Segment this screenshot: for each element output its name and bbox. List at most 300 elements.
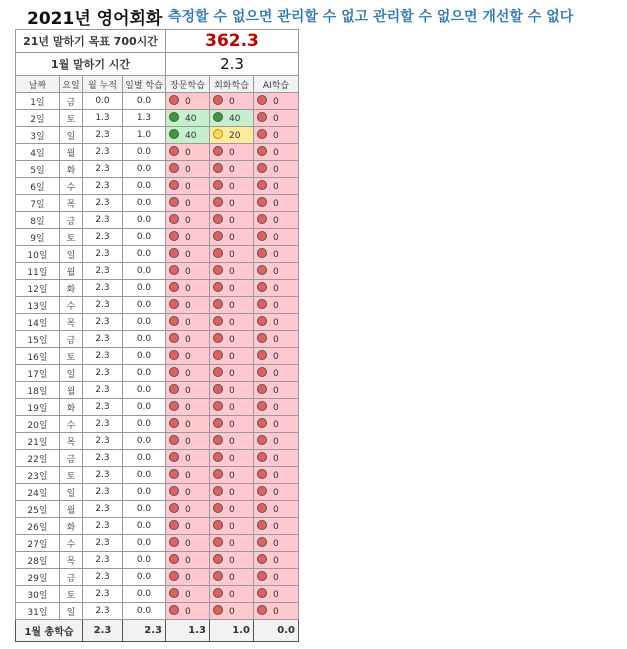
cell-daily[interactable]: 0.0 (123, 297, 166, 314)
cell-long-study[interactable] (166, 263, 210, 280)
cell-ai-study[interactable] (254, 348, 299, 365)
status-circle-icon (169, 129, 179, 139)
cell-long-study[interactable] (166, 314, 210, 331)
cell-cumulative[interactable]: 2.3 (83, 535, 123, 552)
cell-cumulative[interactable]: 2.3 (83, 127, 123, 144)
cell-value: 40 (229, 114, 241, 124)
cell-daily[interactable]: 0.0 (123, 331, 166, 348)
cell-ai-study[interactable] (254, 450, 299, 467)
cell-date[interactable]: 3일 (16, 127, 60, 144)
cell-cumulative[interactable]: 1.3 (83, 110, 123, 127)
status-circle-icon (169, 605, 179, 615)
month-label: 1월 말하기 시간 (16, 53, 166, 76)
slogan: 측정할 수 없으면 관리할 수 없고 관리할 수 없으면 개선할 수 없다 (168, 9, 574, 25)
cell-long-study[interactable] (166, 195, 210, 212)
cell-ai-study[interactable] (254, 535, 299, 552)
cell-weekday[interactable]: 목 (60, 195, 83, 212)
table-row (16, 229, 299, 246)
month-value[interactable]: 2.3 (166, 53, 299, 76)
status-circle-icon (213, 180, 223, 190)
cell-ai-study[interactable] (254, 93, 299, 110)
cell-ai-study[interactable] (254, 195, 299, 212)
cell-ai-study[interactable] (254, 586, 299, 603)
cell-ai-study[interactable] (254, 467, 299, 484)
cell-long-study[interactable] (166, 484, 210, 501)
cell-date[interactable]: 22일 (16, 450, 60, 467)
total-daily[interactable]: 2.3 (123, 620, 166, 642)
cell-conversation-study[interactable] (210, 484, 254, 501)
cell-date[interactable]: 9일 (16, 229, 60, 246)
cell-cumulative[interactable]: 2.3 (83, 161, 123, 178)
cell-conversation-study[interactable] (210, 518, 254, 535)
cell-cumulative[interactable]: 2.3 (83, 467, 123, 484)
cell-conversation-study[interactable] (210, 144, 254, 161)
status-circle-icon (213, 469, 223, 479)
status-circle-icon (257, 95, 267, 105)
cell-conversation-study[interactable] (210, 348, 254, 365)
cell-weekday[interactable]: 토 (60, 467, 83, 484)
status-circle-icon (169, 571, 179, 581)
cell-date[interactable]: 4일 (16, 144, 60, 161)
cell-conversation-study[interactable] (210, 263, 254, 280)
status-circle-icon (257, 605, 267, 615)
cell-ai-study[interactable] (254, 246, 299, 263)
cell-cumulative[interactable]: 2.3 (83, 433, 123, 450)
status-circle-icon (213, 435, 223, 445)
cell-cumulative[interactable]: 2.3 (83, 450, 123, 467)
cell-ai-study[interactable] (254, 382, 299, 399)
cell-cumulative[interactable]: 2.3 (83, 331, 123, 348)
cell-date[interactable]: 20일 (16, 416, 60, 433)
cell-date[interactable]: 27일 (16, 535, 60, 552)
cell-long-study[interactable] (166, 246, 210, 263)
cell-ai-study[interactable] (254, 212, 299, 229)
cell-conversation-study[interactable] (210, 399, 254, 416)
status-circle-icon (213, 316, 223, 326)
table-row (16, 552, 299, 569)
table-row (16, 110, 299, 127)
cell-daily[interactable]: 0.0 (123, 399, 166, 416)
cell-value: 0 (229, 420, 235, 430)
cell-long-study[interactable] (166, 450, 210, 467)
status-circle-icon (213, 265, 223, 275)
cell-weekday[interactable]: 화 (60, 399, 83, 416)
cell-ai-study[interactable] (254, 314, 299, 331)
cell-conversation-study[interactable] (210, 535, 254, 552)
cell-value: 0 (273, 522, 279, 532)
status-circle-icon (169, 214, 179, 224)
cell-ai-study[interactable] (254, 331, 299, 348)
cell-conversation-study[interactable] (210, 297, 254, 314)
table-row (16, 365, 299, 382)
status-circle-icon (169, 333, 179, 343)
cell-weekday[interactable]: 일 (60, 484, 83, 501)
cell-long-study[interactable] (166, 297, 210, 314)
cell-date[interactable]: 14일 (16, 314, 60, 331)
cell-weekday[interactable]: 월 (60, 382, 83, 399)
cell-daily[interactable]: 0.0 (123, 569, 166, 586)
cell-long-study[interactable] (166, 280, 210, 297)
status-circle-icon (213, 282, 223, 292)
cell-cumulative[interactable]: 2.3 (83, 348, 123, 365)
cell-long-study[interactable] (166, 552, 210, 569)
cell-value: 0 (185, 97, 191, 107)
cell-ai-study[interactable] (254, 433, 299, 450)
cell-weekday[interactable]: 수 (60, 535, 83, 552)
cell-weekday[interactable]: 목 (60, 314, 83, 331)
status-circle-icon (169, 554, 179, 564)
status-circle-icon (257, 469, 267, 479)
cell-daily[interactable]: 0.0 (123, 144, 166, 161)
cell-long-study[interactable] (166, 144, 210, 161)
cell-value: 0 (229, 250, 235, 260)
cell-date[interactable]: 24일 (16, 484, 60, 501)
cell-cumulative[interactable]: 2.3 (83, 569, 123, 586)
cell-daily[interactable]: 0.0 (123, 484, 166, 501)
table-row (16, 263, 299, 280)
cell-date[interactable]: 19일 (16, 399, 60, 416)
cell-date[interactable]: 10일 (16, 246, 60, 263)
cell-ai-study[interactable] (254, 110, 299, 127)
status-circle-icon (213, 112, 223, 122)
total-cumulative[interactable]: 2.3 (83, 620, 123, 642)
cell-value: 0 (229, 318, 235, 328)
table-row (16, 93, 299, 110)
status-circle-icon (257, 571, 267, 581)
cell-date[interactable]: 25일 (16, 501, 60, 518)
cell-cumulative[interactable]: 2.3 (83, 297, 123, 314)
cell-date[interactable]: 29일 (16, 569, 60, 586)
cell-ai-study[interactable] (254, 280, 299, 297)
cell-weekday[interactable]: 일 (60, 246, 83, 263)
cell-weekday[interactable]: 금 (60, 93, 83, 110)
cell-cumulative[interactable]: 2.3 (83, 416, 123, 433)
cell-cumulative[interactable]: 2.3 (83, 280, 123, 297)
cell-cumulative[interactable]: 2.3 (83, 484, 123, 501)
cell-weekday[interactable]: 금 (60, 331, 83, 348)
cell-date[interactable]: 5일 (16, 161, 60, 178)
cell-date[interactable]: 17일 (16, 365, 60, 382)
cell-value: 0 (273, 301, 279, 311)
cell-ai-study[interactable] (254, 399, 299, 416)
cell-daily[interactable]: 0.0 (123, 518, 166, 535)
cell-cumulative[interactable]: 2.3 (83, 246, 123, 263)
cell-conversation-study[interactable] (210, 93, 254, 110)
cell-long-study[interactable] (166, 603, 210, 620)
cell-value: 0 (229, 284, 235, 294)
cell-long-study[interactable] (166, 416, 210, 433)
table-row (16, 484, 299, 501)
cell-ai-study[interactable] (254, 569, 299, 586)
cell-conversation-study[interactable] (210, 467, 254, 484)
cell-value: 0 (273, 454, 279, 464)
cell-weekday[interactable]: 일 (60, 127, 83, 144)
cell-long-study[interactable] (166, 569, 210, 586)
cell-long-study[interactable] (166, 365, 210, 382)
total-long-study[interactable]: 1.3 (166, 620, 210, 642)
cell-daily[interactable]: 0.0 (123, 433, 166, 450)
cell-cumulative[interactable]: 2.3 (83, 399, 123, 416)
cell-long-study[interactable] (166, 212, 210, 229)
cell-conversation-study[interactable] (210, 246, 254, 263)
cell-long-study[interactable] (166, 467, 210, 484)
cell-cumulative[interactable]: 2.3 (83, 603, 123, 620)
header-conversation: 회화학습 (210, 76, 254, 93)
cell-daily[interactable]: 0.0 (123, 450, 166, 467)
cell-daily[interactable]: 0.0 (123, 212, 166, 229)
cell-cumulative[interactable]: 2.3 (83, 365, 123, 382)
cell-long-study[interactable] (166, 518, 210, 535)
status-circle-icon (257, 554, 267, 564)
cell-weekday[interactable]: 월 (60, 263, 83, 280)
cell-cumulative[interactable]: 0.0 (83, 93, 123, 110)
cell-ai-study[interactable] (254, 518, 299, 535)
cell-cumulative[interactable]: 2.3 (83, 552, 123, 569)
cell-weekday[interactable]: 금 (60, 450, 83, 467)
cell-cumulative[interactable]: 2.3 (83, 382, 123, 399)
cell-weekday[interactable]: 목 (60, 552, 83, 569)
cell-daily[interactable]: 0.0 (123, 501, 166, 518)
table-row (16, 161, 299, 178)
cell-conversation-study[interactable] (210, 603, 254, 620)
cell-value: 0 (185, 165, 191, 175)
cell-long-study[interactable] (166, 161, 210, 178)
cell-conversation-study[interactable] (210, 212, 254, 229)
cell-conversation-study[interactable] (210, 382, 254, 399)
header-daily: 일별 학습 (123, 76, 166, 93)
status-circle-icon (169, 588, 179, 598)
cell-long-study[interactable] (166, 178, 210, 195)
status-circle-icon (257, 503, 267, 513)
cell-daily[interactable]: 0.0 (123, 467, 166, 484)
cell-date[interactable]: 31일 (16, 603, 60, 620)
cell-ai-study[interactable] (254, 263, 299, 280)
table-row (16, 569, 299, 586)
cell-conversation-study[interactable] (210, 314, 254, 331)
cell-weekday[interactable]: 월 (60, 501, 83, 518)
cell-date[interactable]: 15일 (16, 331, 60, 348)
cell-weekday[interactable]: 토 (60, 110, 83, 127)
cell-long-study[interactable] (166, 501, 210, 518)
cell-date[interactable]: 18일 (16, 382, 60, 399)
table-row (16, 178, 299, 195)
cell-weekday[interactable]: 일 (60, 365, 83, 382)
cell-weekday[interactable]: 토 (60, 586, 83, 603)
cell-date[interactable]: 11일 (16, 263, 60, 280)
cell-value: 0 (229, 233, 235, 243)
cell-date[interactable]: 21일 (16, 433, 60, 450)
cell-date[interactable]: 28일 (16, 552, 60, 569)
cell-daily[interactable]: 0.0 (123, 195, 166, 212)
cell-value: 0 (185, 369, 191, 379)
cell-long-study[interactable] (166, 382, 210, 399)
status-circle-icon (169, 248, 179, 258)
cell-ai-study[interactable] (254, 144, 299, 161)
cell-conversation-study[interactable] (210, 178, 254, 195)
cell-weekday[interactable]: 월 (60, 144, 83, 161)
cell-daily[interactable]: 0.0 (123, 246, 166, 263)
cell-conversation-study[interactable] (210, 552, 254, 569)
cell-value: 0 (273, 403, 279, 413)
cell-value: 0 (273, 539, 279, 549)
cell-long-study[interactable] (166, 127, 210, 144)
cell-weekday[interactable]: 일 (60, 603, 83, 620)
cell-weekday[interactable]: 토 (60, 348, 83, 365)
cell-weekday[interactable]: 금 (60, 212, 83, 229)
cell-cumulative[interactable]: 2.3 (83, 586, 123, 603)
cell-conversation-study[interactable] (210, 365, 254, 382)
cell-cumulative[interactable]: 2.3 (83, 144, 123, 161)
cell-daily[interactable]: 0.0 (123, 552, 166, 569)
cell-ai-study[interactable] (254, 501, 299, 518)
cell-ai-study[interactable] (254, 178, 299, 195)
cell-cumulative[interactable]: 2.3 (83, 518, 123, 535)
cell-ai-study[interactable] (254, 365, 299, 382)
cell-ai-study[interactable] (254, 297, 299, 314)
status-circle-icon (169, 350, 179, 360)
cell-date[interactable]: 30일 (16, 586, 60, 603)
cell-long-study[interactable] (166, 399, 210, 416)
status-circle-icon (257, 146, 267, 156)
cell-long-study[interactable] (166, 586, 210, 603)
cell-long-study[interactable] (166, 348, 210, 365)
cell-value: 0 (185, 352, 191, 362)
status-circle-icon (257, 588, 267, 598)
status-circle-icon (213, 605, 223, 615)
goal-value[interactable]: 362.3 (166, 30, 299, 53)
cell-ai-study[interactable] (254, 416, 299, 433)
cell-cumulative[interactable]: 2.3 (83, 178, 123, 195)
cell-cumulative[interactable]: 2.3 (83, 501, 123, 518)
cell-conversation-study[interactable] (210, 501, 254, 518)
cell-daily[interactable]: 0.0 (123, 229, 166, 246)
cell-daily[interactable]: 0.0 (123, 93, 166, 110)
cell-conversation-study[interactable] (210, 280, 254, 297)
cell-weekday[interactable]: 화 (60, 280, 83, 297)
cell-daily[interactable]: 0.0 (123, 586, 166, 603)
cell-date[interactable]: 8일 (16, 212, 60, 229)
cell-daily[interactable]: 0.0 (123, 416, 166, 433)
cell-conversation-study[interactable] (210, 416, 254, 433)
cell-conversation-study[interactable] (210, 110, 254, 127)
cell-ai-study[interactable] (254, 484, 299, 501)
cell-daily[interactable]: 0.0 (123, 314, 166, 331)
cell-value: 0 (185, 267, 191, 277)
cell-date[interactable]: 1일 (16, 93, 60, 110)
cell-value: 0 (229, 556, 235, 566)
cell-daily[interactable]: 0.0 (123, 382, 166, 399)
status-circle-icon (257, 384, 267, 394)
cell-value: 0 (273, 250, 279, 260)
cell-value: 0 (185, 199, 191, 209)
cell-value: 0 (273, 97, 279, 107)
cell-daily[interactable]: 0.0 (123, 348, 166, 365)
cell-conversation-study[interactable] (210, 127, 254, 144)
cell-long-study[interactable] (166, 110, 210, 127)
cell-weekday[interactable]: 금 (60, 569, 83, 586)
status-circle-icon (213, 537, 223, 547)
cell-cumulative[interactable]: 2.3 (83, 212, 123, 229)
cell-conversation-study[interactable] (210, 569, 254, 586)
cell-date[interactable]: 26일 (16, 518, 60, 535)
cell-date[interactable]: 2일 (16, 110, 60, 127)
cell-daily[interactable]: 0.0 (123, 280, 166, 297)
cell-weekday[interactable]: 수 (60, 416, 83, 433)
cell-daily[interactable]: 0.0 (123, 603, 166, 620)
cell-date[interactable]: 13일 (16, 297, 60, 314)
cell-weekday[interactable]: 수 (60, 297, 83, 314)
table-row (16, 501, 299, 518)
status-circle-icon (169, 265, 179, 275)
cell-daily[interactable]: 0.0 (123, 161, 166, 178)
table-row (16, 416, 299, 433)
cell-long-study[interactable] (166, 433, 210, 450)
cell-weekday[interactable]: 목 (60, 433, 83, 450)
cell-weekday[interactable]: 토 (60, 229, 83, 246)
cell-date[interactable]: 6일 (16, 178, 60, 195)
cell-daily[interactable]: 1.3 (123, 110, 166, 127)
cell-daily[interactable]: 0.0 (123, 365, 166, 382)
cell-cumulative[interactable]: 2.3 (83, 195, 123, 212)
cell-long-study[interactable] (166, 535, 210, 552)
cell-value: 0 (229, 437, 235, 447)
cell-date[interactable]: 23일 (16, 467, 60, 484)
cell-value: 40 (185, 131, 197, 141)
status-circle-icon (257, 197, 267, 207)
cell-ai-study[interactable] (254, 552, 299, 569)
total-ai-study[interactable]: 0.0 (254, 620, 299, 642)
cell-date[interactable]: 7일 (16, 195, 60, 212)
status-circle-icon (213, 95, 223, 105)
table-row (16, 127, 299, 144)
cell-conversation-study[interactable] (210, 433, 254, 450)
total-conversation-study[interactable]: 1.0 (210, 620, 254, 642)
cell-long-study[interactable] (166, 93, 210, 110)
cell-ai-study[interactable] (254, 161, 299, 178)
cell-daily[interactable]: 0.0 (123, 178, 166, 195)
cell-weekday[interactable]: 화 (60, 518, 83, 535)
cell-conversation-study[interactable] (210, 229, 254, 246)
cell-conversation-study[interactable] (210, 586, 254, 603)
cell-conversation-study[interactable] (210, 331, 254, 348)
cell-cumulative[interactable]: 2.3 (83, 229, 123, 246)
cell-ai-study[interactable] (254, 127, 299, 144)
cell-long-study[interactable] (166, 331, 210, 348)
status-circle-icon (169, 435, 179, 445)
cell-conversation-study[interactable] (210, 450, 254, 467)
cell-ai-study[interactable] (254, 603, 299, 620)
status-circle-icon (257, 401, 267, 411)
cell-weekday[interactable]: 화 (60, 161, 83, 178)
status-circle-icon (213, 384, 223, 394)
cell-long-study[interactable] (166, 229, 210, 246)
cell-date[interactable]: 12일 (16, 280, 60, 297)
cell-conversation-study[interactable] (210, 161, 254, 178)
status-circle-icon (213, 401, 223, 411)
cell-daily[interactable]: 1.0 (123, 127, 166, 144)
cell-daily[interactable]: 0.0 (123, 263, 166, 280)
cell-cumulative[interactable]: 2.3 (83, 263, 123, 280)
cell-weekday[interactable]: 수 (60, 178, 83, 195)
cell-daily[interactable]: 0.0 (123, 535, 166, 552)
cell-conversation-study[interactable] (210, 195, 254, 212)
cell-ai-study[interactable] (254, 229, 299, 246)
cell-value: 0 (229, 301, 235, 311)
cell-cumulative[interactable]: 2.3 (83, 314, 123, 331)
cell-date[interactable]: 16일 (16, 348, 60, 365)
status-circle-icon (169, 486, 179, 496)
sheet-title: 2021년 영어회화 (27, 9, 163, 29)
